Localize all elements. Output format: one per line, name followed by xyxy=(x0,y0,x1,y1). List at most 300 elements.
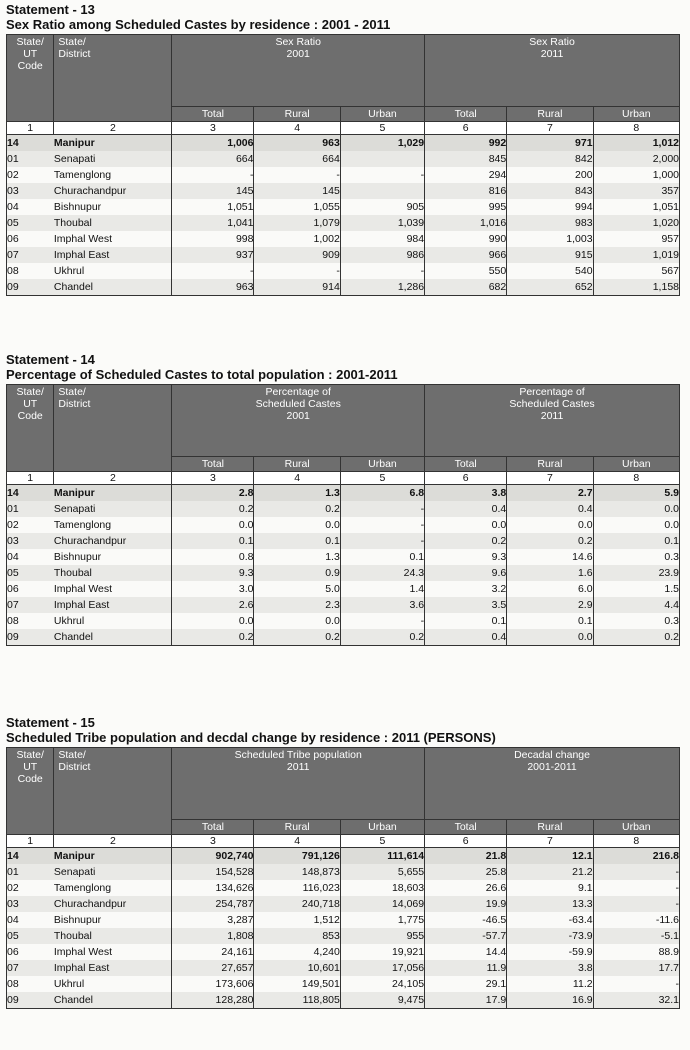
cell-value: 27,657 xyxy=(172,960,254,976)
table-row xyxy=(7,976,680,992)
cell-value: 0.2 xyxy=(593,629,679,646)
sub-header-rural: Rural xyxy=(507,107,593,122)
sub-header-urban: Urban xyxy=(340,820,424,835)
column-number: 2 xyxy=(54,472,172,485)
cell-code: 05 xyxy=(7,565,54,581)
cell-value: 816 xyxy=(425,183,507,199)
group-header-1: Scheduled Tribe population 2011 xyxy=(172,748,425,820)
column-number: 1 xyxy=(7,835,54,848)
cell-value: 3.8 xyxy=(507,960,593,976)
cell-value: 24.3 xyxy=(340,565,424,581)
cell-code: 08 xyxy=(7,613,54,629)
table-row xyxy=(7,135,680,152)
cell-value: 145 xyxy=(172,183,254,199)
cell-value: 12.1 xyxy=(507,848,593,865)
cell-value: 1,039 xyxy=(340,215,424,231)
cell-value: 0.4 xyxy=(425,501,507,517)
cell-value: 990 xyxy=(425,231,507,247)
cell-value: 914 xyxy=(254,279,340,296)
cell-code: 08 xyxy=(7,976,54,992)
cell-value: 0.0 xyxy=(593,501,679,517)
cell-value: 2.8 xyxy=(172,485,254,502)
group-header-2: Percentage of Scheduled Castes 2011 xyxy=(425,385,680,457)
cell-value: 17,056 xyxy=(340,960,424,976)
table-row xyxy=(7,581,680,597)
column-number-row xyxy=(7,835,680,848)
statement-title: Percentage of Scheduled Castes to total population : 2001-2011 xyxy=(6,367,398,382)
cell-value: -59.9 xyxy=(507,944,593,960)
cell-value: 1,041 xyxy=(172,215,254,231)
cell-value: 1.4 xyxy=(340,581,424,597)
cell-value: 19,921 xyxy=(340,944,424,960)
cell-value: 1,020 xyxy=(593,215,679,231)
cell-value: 0.1 xyxy=(172,533,254,549)
table-row xyxy=(7,501,680,517)
cell-value: 88.9 xyxy=(593,944,679,960)
table-row xyxy=(7,629,680,646)
cell-code: 14 xyxy=(7,485,54,502)
cell-value: 116,023 xyxy=(254,880,340,896)
table-row xyxy=(7,183,680,199)
cell-value: 25.8 xyxy=(425,864,507,880)
sub-header-total: Total xyxy=(425,457,507,472)
cell-value: 1.6 xyxy=(507,565,593,581)
column-number-row xyxy=(7,122,680,135)
sub-header-rural: Rural xyxy=(254,457,340,472)
cell-value: 909 xyxy=(254,247,340,263)
group-header-1: Percentage of Scheduled Castes 2001 xyxy=(172,385,425,457)
cell-value: 11.9 xyxy=(425,960,507,976)
sub-header-urban: Urban xyxy=(340,107,424,122)
column-number: 5 xyxy=(340,122,424,135)
cell-code: 08 xyxy=(7,263,54,279)
cell-code: 06 xyxy=(7,231,54,247)
cell-code: 03 xyxy=(7,896,54,912)
cell-value: 0.3 xyxy=(593,549,679,565)
cell-value: 853 xyxy=(254,928,340,944)
column-number: 3 xyxy=(172,835,254,848)
cell-value: -63.4 xyxy=(507,912,593,928)
cell-value: 791,126 xyxy=(254,848,340,865)
cell-value: 1,775 xyxy=(340,912,424,928)
cell-value: 1,512 xyxy=(254,912,340,928)
cell-value: 1,079 xyxy=(254,215,340,231)
table-row xyxy=(7,928,680,944)
cell-value xyxy=(340,183,424,199)
table-row xyxy=(7,880,680,896)
cell-value: 3.6 xyxy=(340,597,424,613)
column-number: 1 xyxy=(7,472,54,485)
sub-header-total: Total xyxy=(425,107,507,122)
cell-value: - xyxy=(340,501,424,517)
sub-header-urban: Urban xyxy=(593,820,679,835)
cell-value: 1.3 xyxy=(254,485,340,502)
table-row xyxy=(7,231,680,247)
table-row xyxy=(7,992,680,1009)
column-number: 3 xyxy=(172,122,254,135)
cell-value: 4.4 xyxy=(593,597,679,613)
group-header-2: Sex Ratio 2011 xyxy=(425,35,680,107)
cell-value: 23.9 xyxy=(593,565,679,581)
cell-value: 915 xyxy=(507,247,593,263)
statement-label: Statement - 15 xyxy=(6,715,95,730)
cell-value: 24,105 xyxy=(340,976,424,992)
column-number: 8 xyxy=(593,835,679,848)
cell-value: 992 xyxy=(425,135,507,152)
cell-value: 14.4 xyxy=(425,944,507,960)
cell-value: 0.1 xyxy=(425,613,507,629)
data-table xyxy=(6,747,680,1009)
cell-code: 07 xyxy=(7,960,54,976)
cell-value: 9.3 xyxy=(425,549,507,565)
cell-code: 03 xyxy=(7,533,54,549)
cell-value: 1,002 xyxy=(254,231,340,247)
cell-district: Imphal East xyxy=(54,960,172,976)
cell-value: 0.2 xyxy=(254,501,340,517)
cell-value: 21.2 xyxy=(507,864,593,880)
cell-value: 966 xyxy=(425,247,507,263)
statement-title: Sex Ratio among Scheduled Castes by residence : 2001 - 2011 xyxy=(6,17,391,32)
table-row xyxy=(7,279,680,296)
cell-value: 0.1 xyxy=(507,613,593,629)
cell-district: Tamenglong xyxy=(54,880,172,896)
cell-value: 16.9 xyxy=(507,992,593,1009)
cell-district: Churachandpur xyxy=(54,533,172,549)
cell-value: 173,606 xyxy=(172,976,254,992)
cell-value: 0.9 xyxy=(254,565,340,581)
column-number: 8 xyxy=(593,122,679,135)
column-header-district: State/ District xyxy=(54,35,172,122)
cell-code: 01 xyxy=(7,151,54,167)
cell-district: Imphal West xyxy=(54,231,172,247)
cell-value: 540 xyxy=(507,263,593,279)
cell-value: 29.1 xyxy=(425,976,507,992)
column-header-code: State/ UT Code xyxy=(7,748,54,835)
cell-value: 995 xyxy=(425,199,507,215)
cell-value: 3.0 xyxy=(172,581,254,597)
cell-value: - xyxy=(254,167,340,183)
column-number: 7 xyxy=(507,122,593,135)
column-number: 6 xyxy=(425,472,507,485)
sub-header-rural: Rural xyxy=(507,820,593,835)
column-number: 5 xyxy=(340,472,424,485)
table-row xyxy=(7,215,680,231)
cell-code: 14 xyxy=(7,848,54,865)
cell-code: 09 xyxy=(7,629,54,646)
cell-value: 5.0 xyxy=(254,581,340,597)
cell-value: 17.7 xyxy=(593,960,679,976)
cell-district: Senapati xyxy=(54,151,172,167)
cell-value: - xyxy=(340,613,424,629)
table-row xyxy=(7,517,680,533)
cell-value: 0.2 xyxy=(172,501,254,517)
cell-value: 4,240 xyxy=(254,944,340,960)
cell-value: 963 xyxy=(172,279,254,296)
data-table xyxy=(6,34,680,296)
cell-value: -57.7 xyxy=(425,928,507,944)
cell-code: 04 xyxy=(7,199,54,215)
cell-value xyxy=(340,151,424,167)
cell-district: Manipur xyxy=(54,848,172,865)
statement-s15 xyxy=(6,715,682,1009)
cell-value: 216.8 xyxy=(593,848,679,865)
column-header-code: State/ UT Code xyxy=(7,35,54,122)
cell-value: 0.0 xyxy=(507,629,593,646)
cell-code: 02 xyxy=(7,880,54,896)
cell-value: 1,000 xyxy=(593,167,679,183)
table-row xyxy=(7,247,680,263)
cell-value: 0.4 xyxy=(507,501,593,517)
cell-district: Churachandpur xyxy=(54,183,172,199)
cell-value: - xyxy=(340,167,424,183)
column-header-district: State/ District xyxy=(54,748,172,835)
cell-district: Imphal West xyxy=(54,581,172,597)
cell-district: Ukhrul xyxy=(54,263,172,279)
cell-value: 154,528 xyxy=(172,864,254,880)
column-number: 4 xyxy=(254,122,340,135)
column-number-row xyxy=(7,472,680,485)
cell-value: 13.3 xyxy=(507,896,593,912)
group-header-2: Decadal change 2001-2011 xyxy=(425,748,680,820)
cell-district: Bishnupur xyxy=(54,549,172,565)
cell-code: 09 xyxy=(7,992,54,1009)
cell-value: 1,019 xyxy=(593,247,679,263)
cell-value: 652 xyxy=(507,279,593,296)
cell-value: 357 xyxy=(593,183,679,199)
column-number: 3 xyxy=(172,472,254,485)
cell-value: 26.6 xyxy=(425,880,507,896)
cell-value: 19.9 xyxy=(425,896,507,912)
cell-code: 04 xyxy=(7,912,54,928)
cell-value: 2.7 xyxy=(507,485,593,502)
cell-value: 3.2 xyxy=(425,581,507,597)
cell-code: 07 xyxy=(7,247,54,263)
cell-district: Tamenglong xyxy=(54,517,172,533)
cell-value: 0.0 xyxy=(172,613,254,629)
cell-value: 0.1 xyxy=(593,533,679,549)
statement-s13 xyxy=(6,2,682,296)
column-number: 8 xyxy=(593,472,679,485)
cell-value: 10,601 xyxy=(254,960,340,976)
cell-district: Manipur xyxy=(54,485,172,502)
table-row xyxy=(7,960,680,976)
cell-value: - xyxy=(593,880,679,896)
cell-value: 0.1 xyxy=(340,549,424,565)
table-row xyxy=(7,613,680,629)
cell-district: Tamenglong xyxy=(54,167,172,183)
table-row xyxy=(7,896,680,912)
cell-value: 682 xyxy=(425,279,507,296)
cell-district: Bishnupur xyxy=(54,912,172,928)
cell-value: 0.8 xyxy=(172,549,254,565)
cell-value: - xyxy=(593,864,679,880)
cell-district: Manipur xyxy=(54,135,172,152)
cell-code: 03 xyxy=(7,183,54,199)
cell-value: - xyxy=(172,167,254,183)
cell-value: 0.0 xyxy=(507,517,593,533)
table-row xyxy=(7,912,680,928)
cell-code: 02 xyxy=(7,517,54,533)
cell-value: 254,787 xyxy=(172,896,254,912)
table-row xyxy=(7,151,680,167)
cell-value: 955 xyxy=(340,928,424,944)
table-row xyxy=(7,199,680,215)
cell-value: 9.6 xyxy=(425,565,507,581)
statement-label: Statement - 13 xyxy=(6,2,95,17)
sub-header-total: Total xyxy=(172,457,254,472)
sub-header-urban: Urban xyxy=(340,457,424,472)
cell-district: Bishnupur xyxy=(54,199,172,215)
cell-value: 2.3 xyxy=(254,597,340,613)
cell-value: 3.8 xyxy=(425,485,507,502)
cell-value: 963 xyxy=(254,135,340,152)
sub-header-total: Total xyxy=(172,107,254,122)
cell-value: 1.3 xyxy=(254,549,340,565)
cell-value: -5.1 xyxy=(593,928,679,944)
cell-value: 1,055 xyxy=(254,199,340,215)
cell-value: - xyxy=(254,263,340,279)
cell-code: 14 xyxy=(7,135,54,152)
cell-value: 1,003 xyxy=(507,231,593,247)
cell-value: 6.8 xyxy=(340,485,424,502)
cell-value: 24,161 xyxy=(172,944,254,960)
cell-value: 1,016 xyxy=(425,215,507,231)
cell-code: 01 xyxy=(7,501,54,517)
column-number: 5 xyxy=(340,835,424,848)
cell-code: 05 xyxy=(7,215,54,231)
cell-value: 9.3 xyxy=(172,565,254,581)
cell-value: 294 xyxy=(425,167,507,183)
column-number: 7 xyxy=(507,472,593,485)
cell-value: 1,158 xyxy=(593,279,679,296)
sub-header-total: Total xyxy=(172,820,254,835)
cell-value: 118,805 xyxy=(254,992,340,1009)
cell-value: 1,051 xyxy=(593,199,679,215)
group-header-1: Sex Ratio 2001 xyxy=(172,35,425,107)
column-number: 4 xyxy=(254,472,340,485)
cell-district: Senapati xyxy=(54,501,172,517)
cell-value: 986 xyxy=(340,247,424,263)
table-row xyxy=(7,549,680,565)
cell-code: 06 xyxy=(7,581,54,597)
cell-district: Chandel xyxy=(54,629,172,646)
cell-value: 905 xyxy=(340,199,424,215)
table-row xyxy=(7,944,680,960)
column-number: 1 xyxy=(7,122,54,135)
cell-value: 148,873 xyxy=(254,864,340,880)
cell-value: 0.0 xyxy=(593,517,679,533)
cell-value: 1.5 xyxy=(593,581,679,597)
cell-value: 0.2 xyxy=(254,629,340,646)
cell-value: -11.6 xyxy=(593,912,679,928)
cell-district: Churachandpur xyxy=(54,896,172,912)
cell-code: 09 xyxy=(7,279,54,296)
sub-header-urban: Urban xyxy=(593,107,679,122)
cell-value: 971 xyxy=(507,135,593,152)
cell-value: - xyxy=(593,896,679,912)
cell-value: 664 xyxy=(172,151,254,167)
cell-value: 17.9 xyxy=(425,992,507,1009)
cell-district: Senapati xyxy=(54,864,172,880)
column-number: 6 xyxy=(425,122,507,135)
table-row xyxy=(7,533,680,549)
cell-value: 1,808 xyxy=(172,928,254,944)
cell-value: 32.1 xyxy=(593,992,679,1009)
cell-value: 994 xyxy=(507,199,593,215)
cell-value: 2.9 xyxy=(507,597,593,613)
cell-value: 1,012 xyxy=(593,135,679,152)
column-number: 2 xyxy=(54,835,172,848)
cell-district: Thoubal xyxy=(54,565,172,581)
cell-value: - xyxy=(172,263,254,279)
cell-value: 3,287 xyxy=(172,912,254,928)
cell-value: 845 xyxy=(425,151,507,167)
cell-value: 550 xyxy=(425,263,507,279)
cell-value: 200 xyxy=(507,167,593,183)
cell-code: 04 xyxy=(7,549,54,565)
cell-value: 567 xyxy=(593,263,679,279)
cell-value: 1,006 xyxy=(172,135,254,152)
cell-value: 18,603 xyxy=(340,880,424,896)
cell-value: 0.0 xyxy=(172,517,254,533)
cell-value: -73.9 xyxy=(507,928,593,944)
cell-value: 6.0 xyxy=(507,581,593,597)
table-row xyxy=(7,263,680,279)
column-header-district: State/ District xyxy=(54,385,172,472)
table-row xyxy=(7,864,680,880)
sub-header-rural: Rural xyxy=(507,457,593,472)
cell-value: 2,000 xyxy=(593,151,679,167)
cell-value: 0.2 xyxy=(425,533,507,549)
column-header-code: State/ UT Code xyxy=(7,385,54,472)
cell-district: Imphal East xyxy=(54,597,172,613)
column-number: 6 xyxy=(425,835,507,848)
cell-district: Chandel xyxy=(54,279,172,296)
cell-code: 02 xyxy=(7,167,54,183)
cell-value: 5.9 xyxy=(593,485,679,502)
cell-value: 0.0 xyxy=(254,517,340,533)
cell-district: Chandel xyxy=(54,992,172,1009)
cell-value: 145 xyxy=(254,183,340,199)
cell-value: - xyxy=(593,976,679,992)
statement-s14 xyxy=(6,352,682,646)
cell-value: 1,029 xyxy=(340,135,424,152)
sub-header-rural: Rural xyxy=(254,107,340,122)
cell-value: 0.0 xyxy=(425,517,507,533)
cell-value: 842 xyxy=(507,151,593,167)
table-row xyxy=(7,485,680,502)
cell-value: 902,740 xyxy=(172,848,254,865)
sub-header-urban: Urban xyxy=(593,457,679,472)
cell-value: 111,614 xyxy=(340,848,424,865)
cell-value: 240,718 xyxy=(254,896,340,912)
cell-value: 0.2 xyxy=(507,533,593,549)
cell-value: 1,051 xyxy=(172,199,254,215)
column-number: 2 xyxy=(54,122,172,135)
cell-value: 1,286 xyxy=(340,279,424,296)
table-row xyxy=(7,597,680,613)
column-number: 7 xyxy=(507,835,593,848)
cell-value: 11.2 xyxy=(507,976,593,992)
cell-value: 0.4 xyxy=(425,629,507,646)
cell-value: 0.2 xyxy=(340,629,424,646)
cell-value: 0.0 xyxy=(254,613,340,629)
cell-value: 957 xyxy=(593,231,679,247)
cell-district: Thoubal xyxy=(54,928,172,944)
cell-value: 3.5 xyxy=(425,597,507,613)
cell-value: - xyxy=(340,533,424,549)
cell-value: 14,069 xyxy=(340,896,424,912)
